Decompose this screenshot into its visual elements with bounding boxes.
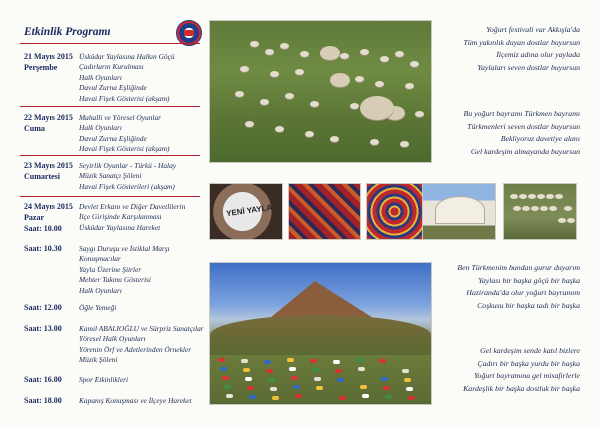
sheep-mark <box>528 194 536 199</box>
tent-mark <box>408 396 415 400</box>
sheep-mark <box>320 46 340 60</box>
tent-mark <box>226 394 233 398</box>
event-items: Seyirlik Oyunlar - Türkü - Halay Müzik Sanatçı Şöleni Havai Fişek Gösterileri (akşam) <box>79 161 177 191</box>
divider <box>20 196 200 197</box>
session-items: Öğle Yemeği <box>79 303 117 312</box>
event-date: 21 Mayıs 2015 <box>24 52 73 61</box>
event-day: Perşembe <box>24 63 58 72</box>
tent-mark <box>272 396 279 400</box>
tent-mark <box>310 359 317 363</box>
tent-mark <box>268 378 275 382</box>
sheep-mark <box>300 51 309 57</box>
sheep-mark <box>340 53 349 59</box>
tent-mark <box>316 386 323 390</box>
sheep-mark <box>370 139 379 145</box>
tent-mark <box>406 387 413 391</box>
tent-mark <box>333 360 340 364</box>
sheep-mark <box>522 206 530 211</box>
tent-mark <box>270 387 277 391</box>
event-date-header <box>24 51 73 73</box>
tent-mark <box>335 369 342 373</box>
tent-mark <box>402 369 409 373</box>
tent-mark <box>312 368 319 372</box>
sheep-mark <box>564 206 572 211</box>
tent-mark <box>362 394 369 398</box>
event-date-header <box>24 160 73 182</box>
sheep-mark <box>558 218 566 223</box>
event-date: 22 Mayıs 2015 <box>24 113 73 122</box>
sheep-mark <box>260 99 269 105</box>
sheep-mark <box>405 83 414 89</box>
session-items: Saygı Duruşu ve İstiklal Marşı Konuşmacılar Yayla Üzerine Şiirler Mehter Takımı Gösterisi Halk Oyunları <box>79 244 170 295</box>
tent-mark <box>404 378 411 382</box>
tent-mark <box>381 377 388 381</box>
tent-mark <box>289 367 296 371</box>
sheep-mark <box>245 121 254 127</box>
sheep-mark <box>285 93 294 99</box>
sheep-mark <box>531 206 539 211</box>
tent-mark <box>222 376 229 380</box>
event-items: Devlet Erkanı ve Diğer Davetlilerin İlçe Girişinde Karşılanması <box>79 202 186 222</box>
tent-mark <box>220 367 227 371</box>
tent-mark <box>243 368 250 372</box>
sheep-mark <box>360 96 394 120</box>
event-items: Üsküdar Yaylasına Halkın Göçü Çadırların Kurulması Halk Oyunları Davul Zurna Eşliğinde Havai Fişek Gösterisi (akşam) <box>79 52 175 103</box>
session-time: Saat: 10.30 <box>24 244 62 253</box>
sheep-mark <box>235 91 244 97</box>
yogurt-bowl-photo: YENİ YAYLA <box>209 183 283 240</box>
divider <box>20 155 200 156</box>
tent-mark <box>385 395 392 399</box>
tent-mark <box>264 360 271 364</box>
sheep-mark <box>410 61 419 67</box>
sheep-mark <box>330 73 350 87</box>
divider <box>20 106 200 107</box>
sheep-mark <box>355 76 364 82</box>
tent-mark <box>247 386 254 390</box>
tent-mark <box>358 367 365 371</box>
sheep-mark <box>537 194 545 199</box>
sheep-herd-photo <box>503 183 577 240</box>
sheep-mark <box>400 141 409 147</box>
session-time: Saat: 13.00 <box>24 324 62 333</box>
tent-mark <box>266 369 273 373</box>
sheep-mark <box>295 69 304 75</box>
sheep-mark <box>555 194 563 199</box>
event-date-header <box>24 112 73 134</box>
sheep-mark <box>275 126 284 132</box>
sheep-mark <box>546 194 554 199</box>
tent-mark <box>337 378 344 382</box>
sheep-mark <box>330 136 339 142</box>
tent-mark <box>291 376 298 380</box>
session-time: Saat: 12.00 <box>24 303 62 312</box>
event-date: 24 Mayıs 2015 <box>24 202 73 211</box>
carpet-photo <box>288 183 361 240</box>
sheep-mark <box>549 206 557 211</box>
tent-mark <box>295 394 302 398</box>
poem-stanza-1: Yoğurt festivali var Akkışla'da Tüm yakınlık duyan dostlar buyursun İlçemiz adına olur yaylada Yaylaları seven dostlar buyursun <box>463 25 580 72</box>
tent-mark <box>383 386 390 390</box>
tent-mark <box>249 395 256 399</box>
sheep-mark <box>250 41 259 47</box>
sheep-mark <box>265 49 274 55</box>
session-items: Üsküdar Yaylasına Hareket <box>79 223 161 232</box>
sheep-mark <box>395 51 404 57</box>
sheep-mark <box>270 71 279 77</box>
sheep-mark <box>513 206 521 211</box>
tent-mark <box>218 358 225 362</box>
poem-stanza-4: Gel kardeşim sende katıl bizlere Çadırı bir başka yurdu bir başka Yoğurt bayramına gel misafirlerle Kardeşlik bir başka dostluk bir başka <box>463 346 580 393</box>
event-day: Cumartesi <box>24 172 60 181</box>
event-items: Mahalli ve Yöresel Oyunlar Halk Oyunları Davul Zurna Eşliğinde Havai Fişek Gösterisi (akşam) <box>79 113 170 154</box>
divider <box>20 43 200 44</box>
session-items: Kamil ABALIOĞLU ve Sürpriz Sanatçılar Yöresel Halk Oyunları Yörenin Örf ve Adetlerinden Örnekler Müzik Şöleni <box>79 324 204 365</box>
sheep-mark <box>360 49 369 55</box>
tent-mark <box>339 396 346 400</box>
tent-mark <box>379 359 386 363</box>
yurt-tent-photo <box>422 183 496 240</box>
poem-stanza-2: Bu yoğurt bayramı Türkmen bayramı Türkmenleri seven dostlar buyursun Bekliyoruz davetiye alanı Gel kardeşim almayanda buyursun <box>463 109 580 156</box>
session-time: Saat: 18.00 <box>24 396 62 405</box>
event-date: 23 Mayıs 2015 <box>24 161 73 170</box>
sheep-mark <box>350 103 359 109</box>
sheep-mark <box>280 43 289 49</box>
session-items: Spor Etkinlikleri <box>79 375 129 384</box>
session-items: Kapanış Konuşması ve İlçeye Hareket <box>79 396 192 405</box>
sheep-mark <box>415 111 424 117</box>
tent-mark <box>241 359 248 363</box>
event-day: Cuma <box>24 124 45 133</box>
sheep-mark <box>510 194 518 199</box>
tent-mark <box>356 358 363 362</box>
tent-mark <box>224 385 231 389</box>
sheep-flock-photo <box>209 20 432 163</box>
session-time: Saat: 10.00 <box>24 224 62 233</box>
sheep-mark <box>375 81 384 87</box>
tent-mark <box>314 377 321 381</box>
session-time: Saat: 16.00 <box>24 375 62 384</box>
sheep-mark <box>519 194 527 199</box>
tent-mark <box>293 385 300 389</box>
sheep-mark <box>305 131 314 137</box>
sheep-mark <box>380 56 389 62</box>
sheep-mark <box>310 101 319 107</box>
sheep-mark <box>240 66 249 72</box>
event-date-header <box>24 201 73 223</box>
poem-stanza-3: Ben Türkmenim bundan gurur duyarım Yaylası bir başka göçü bir başka Haziranda'da olur yoğurt bayramım Coşkusu bir başka tadı bir başka <box>457 263 580 310</box>
mountain-camp-photo <box>209 262 432 405</box>
event-day: Pazar <box>24 213 44 222</box>
tent-mark <box>287 358 294 362</box>
sheep-mark <box>540 206 548 211</box>
sheep-mark <box>567 218 575 223</box>
embroidery-photo <box>366 183 423 240</box>
tent-mark <box>245 377 252 381</box>
tent-mark <box>360 385 367 389</box>
page-title: Etkinlik Programı <box>24 26 111 38</box>
